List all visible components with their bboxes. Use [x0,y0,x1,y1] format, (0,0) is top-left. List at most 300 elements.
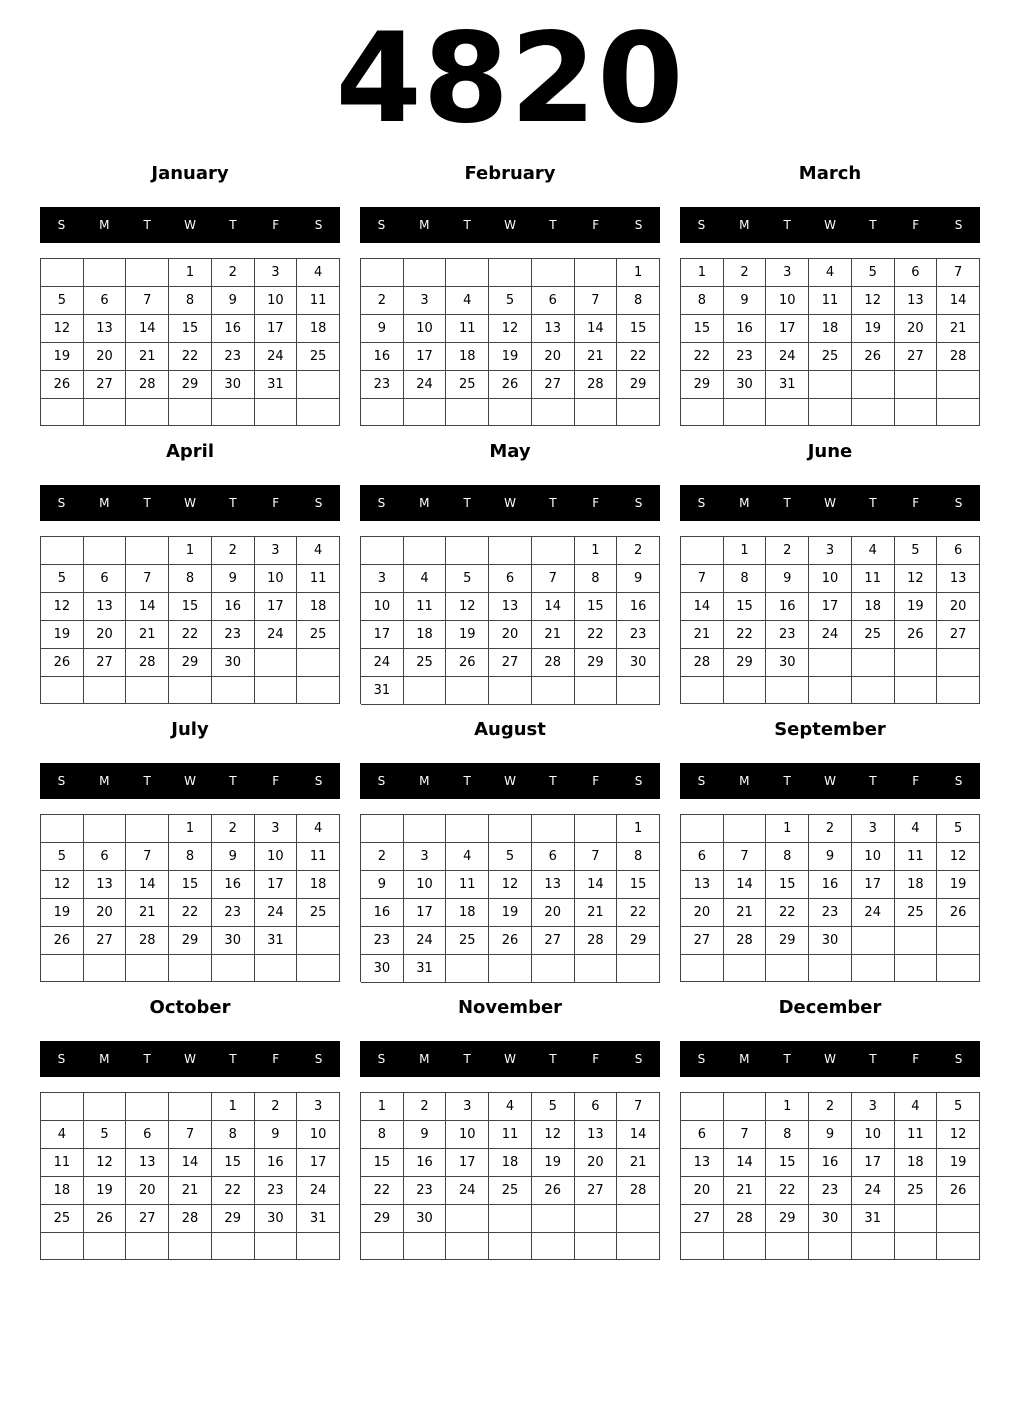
weekday-label: T [143,496,151,510]
empty-day-cell [575,1205,618,1233]
day-cell: 13 [681,1149,724,1177]
day-cell: 10 [404,871,447,899]
empty-day-cell [404,677,447,705]
day-cell: 22 [766,899,809,927]
day-cell: 29 [617,371,660,399]
empty-day-cell [446,259,489,287]
day-cell: 7 [126,287,169,315]
empty-day-cell [809,649,852,677]
days-grid [680,1092,980,1260]
day-cell: 1 [169,259,212,287]
day-cell: 23 [361,927,404,955]
weekday-label: T [783,1052,791,1066]
day-cell: 20 [532,343,575,371]
day-cell: 13 [84,593,127,621]
day-cell: 7 [126,565,169,593]
weekday-label: W [824,1052,836,1066]
month-name: January [151,163,229,184]
day-cell: 29 [169,927,212,955]
day-cell: 20 [532,899,575,927]
weekday-label: S [954,1052,963,1066]
empty-day-cell [84,815,127,843]
month-name: May [489,441,531,462]
weekday-label: F [592,218,600,232]
day-cell: 27 [532,927,575,955]
day-cell: 4 [489,1093,532,1121]
empty-day-cell [446,537,489,565]
day-cell: 8 [169,843,212,871]
month-march [680,160,980,430]
empty-day-cell [41,955,84,982]
day-cell: 26 [895,621,938,649]
day-cell: 29 [169,649,212,677]
day-cell: 1 [169,537,212,565]
day-cell: 22 [724,621,767,649]
day-cell: 7 [169,1121,212,1149]
empty-day-cell [84,399,127,426]
day-cell: 11 [446,871,489,899]
empty-day-cell [255,649,298,677]
day-cell: 7 [617,1093,660,1121]
day-cell: 5 [84,1121,127,1149]
weekday-label: S [697,774,706,788]
day-cell: 16 [404,1149,447,1177]
day-cell: 1 [766,815,809,843]
empty-day-cell [212,1233,255,1260]
weekday-label: S [314,774,323,788]
month-name: July [171,719,209,740]
day-cell: 25 [297,343,340,371]
weekday-label: W [184,1052,196,1066]
days-grid [360,258,660,426]
empty-day-cell [532,955,575,983]
empty-day-cell [532,1205,575,1233]
empty-day-cell [681,537,724,565]
month-december [680,994,980,1264]
weekday-label: S [954,496,963,510]
day-cell: 27 [937,621,980,649]
empty-day-cell [937,1205,980,1233]
day-cell: 9 [361,871,404,899]
day-cell: 1 [681,259,724,287]
empty-day-cell [852,1233,895,1260]
weekday-label: S [377,496,386,510]
weekday-label: T [783,774,791,788]
day-cell: 18 [297,315,340,343]
empty-day-cell [404,399,447,426]
empty-day-cell [297,955,340,982]
day-cell: 25 [809,343,852,371]
weekday-label: M [99,1052,110,1066]
weekday-label: F [592,774,600,788]
empty-day-cell [681,815,724,843]
weekday-label: T [869,218,877,232]
day-cell: 26 [489,927,532,955]
weekday-label: T [463,1052,471,1066]
day-cell: 10 [852,843,895,871]
day-cell: 26 [41,927,84,955]
day-cell: 12 [84,1149,127,1177]
day-cell: 21 [617,1149,660,1177]
weekday-header [40,763,340,799]
day-cell: 11 [297,565,340,593]
empty-day-cell [532,1233,575,1260]
day-cell: 8 [766,1121,809,1149]
empty-day-cell [617,1205,660,1233]
day-cell: 3 [404,287,447,315]
days-grid [40,536,340,704]
empty-day-cell [41,537,84,565]
empty-day-cell [255,955,298,982]
day-cell: 6 [937,537,980,565]
day-cell: 17 [255,593,298,621]
empty-day-cell [297,399,340,426]
weekday-header [680,207,980,243]
day-cell: 17 [404,899,447,927]
month-name: September [774,719,886,740]
empty-day-cell [532,815,575,843]
day-cell: 31 [361,677,404,705]
weekday-label: T [783,496,791,510]
day-cell: 8 [169,565,212,593]
day-cell: 7 [532,565,575,593]
day-cell: 12 [937,843,980,871]
empty-day-cell [937,677,980,704]
day-cell: 4 [41,1121,84,1149]
empty-day-cell [41,259,84,287]
day-cell: 14 [532,593,575,621]
day-cell: 25 [404,649,447,677]
empty-day-cell [575,259,618,287]
day-cell: 14 [724,1149,767,1177]
day-cell: 30 [766,649,809,677]
day-cell: 4 [809,259,852,287]
day-cell: 7 [681,565,724,593]
day-cell: 11 [404,593,447,621]
day-cell: 13 [532,871,575,899]
empty-day-cell [809,677,852,704]
weekday-label: T [463,218,471,232]
weekday-label: S [57,496,66,510]
day-cell: 22 [169,343,212,371]
empty-day-cell [937,1233,980,1260]
day-cell: 26 [852,343,895,371]
day-cell: 19 [895,593,938,621]
month-name: December [778,997,882,1018]
day-cell: 10 [255,843,298,871]
day-cell: 13 [575,1121,618,1149]
empty-day-cell [489,1233,532,1260]
day-cell: 22 [617,343,660,371]
day-cell: 31 [852,1205,895,1233]
day-cell: 26 [937,1177,980,1205]
day-cell: 11 [895,1121,938,1149]
day-cell: 20 [681,899,724,927]
day-cell: 2 [212,259,255,287]
day-cell: 5 [41,565,84,593]
weekday-label: W [504,1052,516,1066]
day-cell: 8 [681,287,724,315]
day-cell: 5 [895,537,938,565]
day-cell: 16 [724,315,767,343]
day-cell: 27 [532,371,575,399]
day-cell: 31 [255,927,298,955]
day-cell: 1 [617,259,660,287]
day-cell: 24 [446,1177,489,1205]
days-grid [680,814,980,982]
day-cell: 15 [169,593,212,621]
days-grid [360,1092,660,1260]
day-cell: 11 [297,287,340,315]
day-cell: 30 [361,955,404,983]
empty-day-cell [809,1233,852,1260]
weekday-label: S [634,1052,643,1066]
day-cell: 3 [766,259,809,287]
day-cell: 3 [809,537,852,565]
day-cell: 17 [404,343,447,371]
day-cell: 23 [724,343,767,371]
empty-day-cell [297,677,340,704]
day-cell: 10 [297,1121,340,1149]
day-cell: 8 [617,843,660,871]
empty-day-cell [446,815,489,843]
day-cell: 19 [41,621,84,649]
weekday-label: M [419,774,430,788]
weekday-label: T [869,774,877,788]
days-grid [680,258,980,426]
day-cell: 23 [212,899,255,927]
day-cell: 19 [852,315,895,343]
weekday-label: S [377,218,386,232]
empty-day-cell [489,1205,532,1233]
day-cell: 28 [126,371,169,399]
day-cell: 4 [297,815,340,843]
day-cell: 27 [126,1205,169,1233]
weekday-label: S [697,1052,706,1066]
day-cell: 4 [852,537,895,565]
day-cell: 16 [766,593,809,621]
day-cell: 24 [852,899,895,927]
weekday-label: F [272,218,280,232]
day-cell: 26 [84,1205,127,1233]
day-cell: 29 [766,927,809,955]
empty-day-cell [809,955,852,982]
empty-day-cell [852,399,895,426]
day-cell: 8 [617,287,660,315]
day-cell: 20 [937,593,980,621]
weekday-header [40,207,340,243]
empty-day-cell [84,1233,127,1260]
day-cell: 7 [575,287,618,315]
day-cell: 15 [575,593,618,621]
day-cell: 4 [895,815,938,843]
weekday-label: W [824,496,836,510]
empty-day-cell [126,537,169,565]
day-cell: 4 [297,259,340,287]
weekday-label: S [314,1052,323,1066]
empty-day-cell [126,955,169,982]
day-cell: 25 [297,899,340,927]
empty-day-cell [575,677,618,705]
day-cell: 16 [212,871,255,899]
day-cell: 1 [575,537,618,565]
day-cell: 11 [895,843,938,871]
day-cell: 3 [255,259,298,287]
day-cell: 22 [361,1177,404,1205]
weekday-label: F [592,496,600,510]
day-cell: 6 [126,1121,169,1149]
day-cell: 2 [361,287,404,315]
day-cell: 7 [937,259,980,287]
day-cell: 23 [766,621,809,649]
day-cell: 27 [489,649,532,677]
empty-day-cell [361,399,404,426]
weekday-label: W [824,218,836,232]
day-cell: 12 [41,871,84,899]
day-cell: 28 [617,1177,660,1205]
day-cell: 27 [681,1205,724,1233]
day-cell: 19 [41,343,84,371]
weekday-label: W [184,496,196,510]
day-cell: 19 [532,1149,575,1177]
day-cell: 15 [766,1149,809,1177]
empty-day-cell [681,1093,724,1121]
empty-day-cell [681,955,724,982]
day-cell: 4 [895,1093,938,1121]
day-cell: 23 [212,343,255,371]
empty-day-cell [532,677,575,705]
empty-day-cell [681,399,724,426]
day-cell: 23 [809,899,852,927]
weekday-label: T [143,218,151,232]
day-cell: 19 [446,621,489,649]
empty-day-cell [212,955,255,982]
weekday-label: F [912,218,920,232]
day-cell: 30 [724,371,767,399]
day-cell: 20 [84,343,127,371]
day-cell: 16 [809,1149,852,1177]
weekday-label: T [143,1052,151,1066]
day-cell: 24 [297,1177,340,1205]
weekday-header [360,485,660,521]
day-cell: 18 [404,621,447,649]
day-cell: 28 [169,1205,212,1233]
day-cell: 5 [532,1093,575,1121]
month-october [40,994,340,1264]
day-cell: 5 [446,565,489,593]
day-cell: 20 [575,1149,618,1177]
day-cell: 10 [255,565,298,593]
empty-day-cell [169,677,212,704]
day-cell: 21 [724,899,767,927]
day-cell: 14 [126,315,169,343]
day-cell: 15 [361,1149,404,1177]
day-cell: 6 [895,259,938,287]
empty-day-cell [895,399,938,426]
empty-day-cell [575,815,618,843]
day-cell: 27 [84,927,127,955]
day-cell: 8 [766,843,809,871]
day-cell: 24 [852,1177,895,1205]
month-name: August [474,719,546,740]
day-cell: 30 [255,1205,298,1233]
day-cell: 28 [575,927,618,955]
day-cell: 30 [617,649,660,677]
day-cell: 18 [809,315,852,343]
day-cell: 8 [724,565,767,593]
empty-day-cell [575,399,618,426]
day-cell: 28 [724,1205,767,1233]
day-cell: 15 [169,871,212,899]
day-cell: 15 [617,315,660,343]
day-cell: 12 [895,565,938,593]
day-cell: 21 [937,315,980,343]
day-cell: 27 [575,1177,618,1205]
empty-day-cell [852,677,895,704]
day-cell: 28 [126,927,169,955]
day-cell: 4 [446,287,489,315]
weekday-label: T [549,774,557,788]
day-cell: 28 [532,649,575,677]
day-cell: 30 [809,1205,852,1233]
month-february [360,160,660,430]
month-name: March [798,163,862,184]
day-cell: 7 [724,1121,767,1149]
day-cell: 9 [617,565,660,593]
weekday-label: T [229,218,237,232]
day-cell: 10 [809,565,852,593]
day-cell: 3 [297,1093,340,1121]
day-cell: 17 [297,1149,340,1177]
day-cell: 3 [404,843,447,871]
empty-day-cell [895,955,938,982]
day-cell: 21 [126,621,169,649]
weekday-label: T [229,496,237,510]
day-cell: 26 [41,371,84,399]
empty-day-cell [937,649,980,677]
empty-day-cell [84,537,127,565]
year-title: 4820 [335,7,685,151]
day-cell: 11 [852,565,895,593]
empty-day-cell [937,371,980,399]
day-cell: 19 [489,899,532,927]
empty-day-cell [361,259,404,287]
weekday-label: F [272,774,280,788]
empty-day-cell [809,371,852,399]
empty-day-cell [404,1233,447,1260]
weekday-label: M [739,218,750,232]
day-cell: 2 [361,843,404,871]
day-cell: 11 [446,315,489,343]
day-cell: 22 [766,1177,809,1205]
empty-day-cell [169,1093,212,1121]
empty-day-cell [895,677,938,704]
empty-day-cell [404,815,447,843]
day-cell: 22 [617,899,660,927]
empty-day-cell [532,399,575,426]
day-cell: 30 [212,371,255,399]
empty-day-cell [446,1205,489,1233]
empty-day-cell [809,399,852,426]
day-cell: 30 [404,1205,447,1233]
day-cell: 17 [766,315,809,343]
day-cell: 15 [617,871,660,899]
day-cell: 11 [489,1121,532,1149]
weekday-label: T [143,774,151,788]
day-cell: 12 [937,1121,980,1149]
weekday-label: M [99,496,110,510]
day-cell: 24 [361,649,404,677]
